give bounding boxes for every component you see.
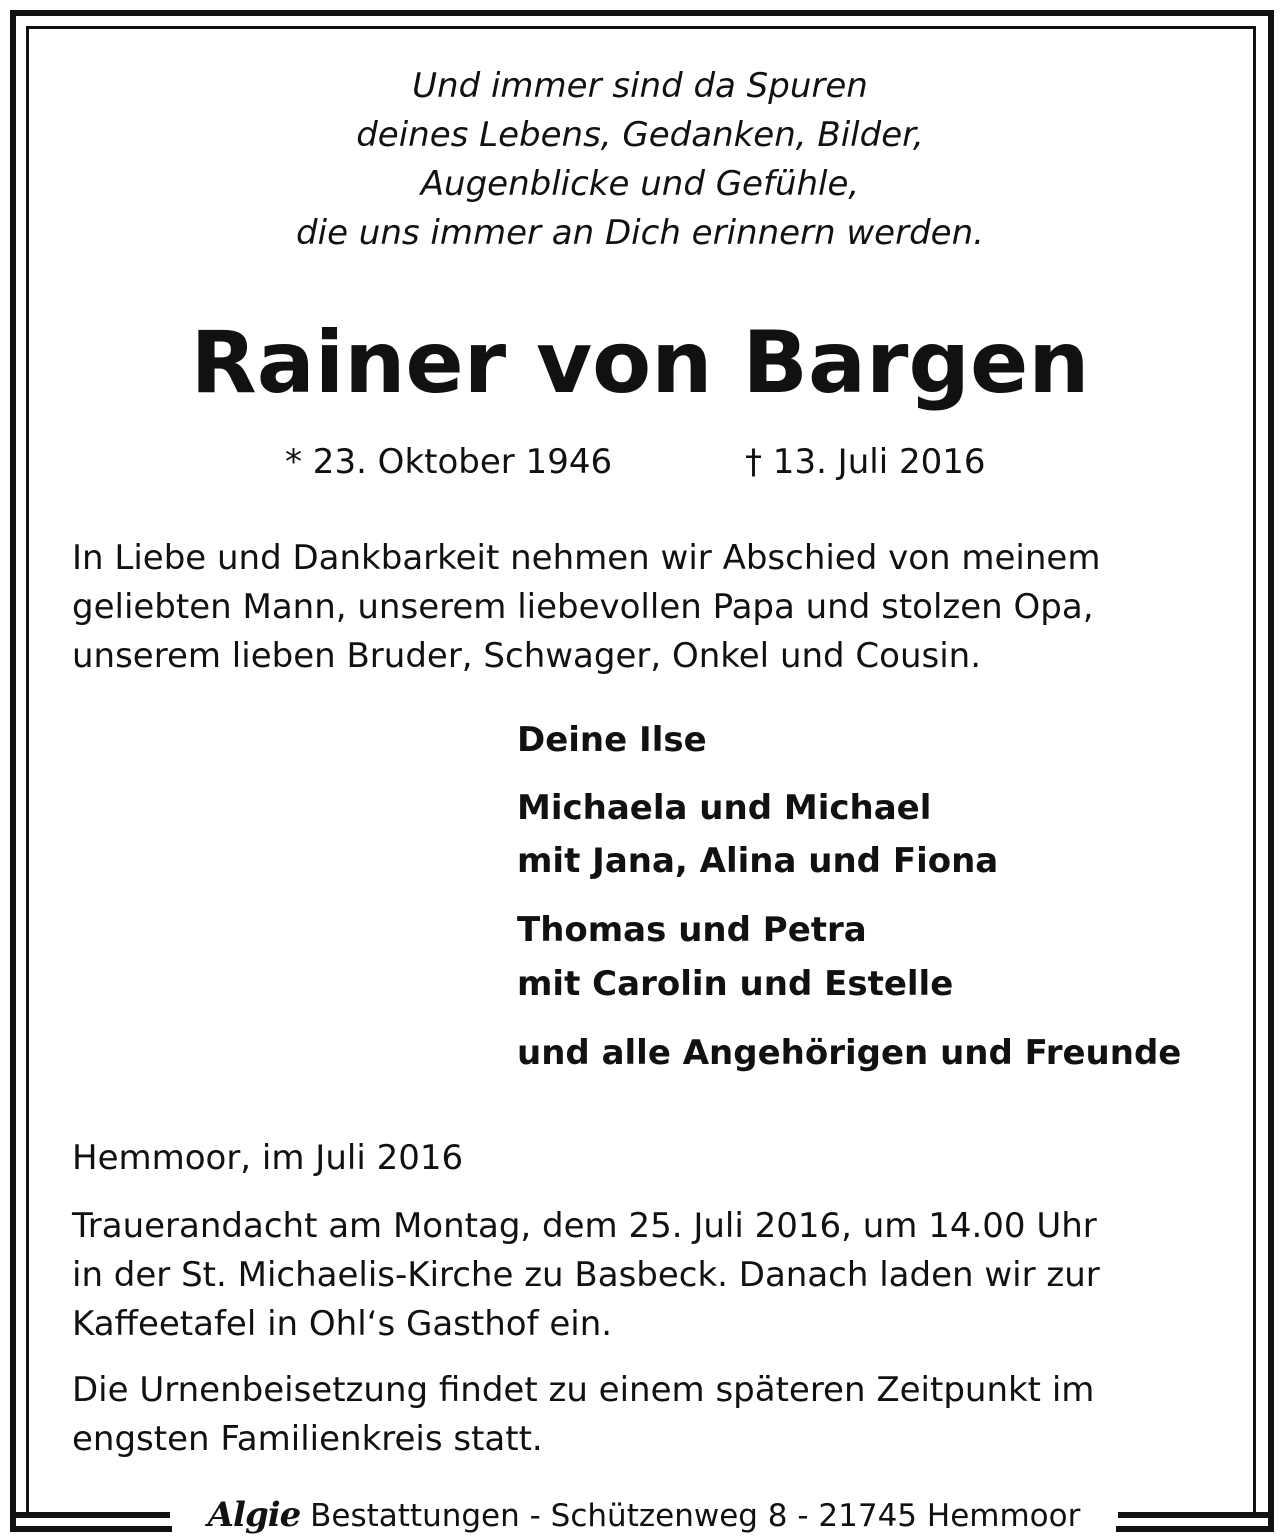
poem (0, 62, 1280, 258)
family-group-1-line-2: mit Jana, Alina und Fiona (517, 841, 999, 881)
poem-line: deines Lebens, Gedanken, Bilder, (356, 115, 924, 155)
footer-rule-left (10, 1512, 170, 1518)
family-group-2-line-1: Thomas und Petra (517, 910, 867, 950)
farewell-line: geliebten Mann, unserem liebevollen Papa und stolzen Opa, (72, 587, 1094, 627)
funeral-home-logo: Algie (207, 1495, 301, 1535)
burial-info (72, 1366, 1094, 1464)
family-others: und alle Angehörigen und Freunde (517, 1033, 1182, 1073)
service-line: in der St. Michaelis-Kirche zu Basbeck. Danach laden wir zur (72, 1255, 1100, 1295)
funeral-home-address: Bestattungen - Schützenweg 8 - 21745 Hemmoor (300, 1498, 1081, 1534)
burial-line: Die Urnenbeisetzung findet zu einem späteren Zeitpunkt im (72, 1370, 1095, 1410)
funeral-home-line (172, 1494, 1116, 1536)
family-group-1-line-1: Michaela und Michael (517, 788, 932, 828)
poem-line: Und immer sind da Spuren (412, 66, 868, 106)
footer (0, 1494, 1280, 1536)
birth-date: * 23. Oktober 1946 (285, 442, 613, 482)
service-info (72, 1202, 1100, 1349)
death-date: † 13. Juli 2016 (745, 442, 986, 482)
footer-rule-right (1118, 1512, 1268, 1518)
service-line: Trauerandacht am Montag, dem 25. Juli 2016, um 14.00 Uhr (72, 1206, 1097, 1246)
deceased-name: Rainer von Bargen (190, 313, 1090, 413)
poem-line: die uns immer an Dich erinnern werden. (296, 213, 984, 253)
farewell-line: In Liebe und Dankbarkeit nehmen wir Abschied von meinem (72, 538, 1101, 578)
burial-line: engsten Familienkreis statt. (72, 1419, 543, 1459)
family-group-2-line-2: mit Carolin und Estelle (517, 964, 954, 1004)
farewell-text (72, 534, 1232, 681)
service-line: Kaffeetafel in Ohl‘s Gasthof ein. (72, 1304, 613, 1344)
poem-line: Augenblicke und Gefühle, (420, 164, 860, 204)
family-wife: Deine Ilse (517, 720, 707, 760)
farewell-line: unserem lieben Bruder, Schwager, Onkel und Cousin. (72, 636, 982, 676)
place-date: Hemmoor, im Juli 2016 (72, 1138, 464, 1178)
